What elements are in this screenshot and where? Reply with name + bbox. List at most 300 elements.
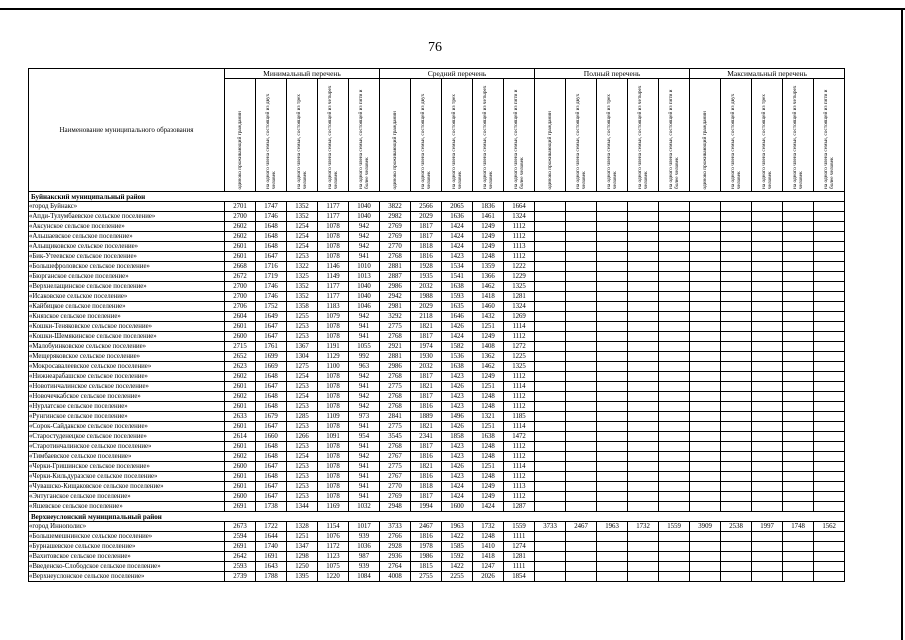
value-cell (814, 572, 845, 582)
value-cell (566, 342, 597, 352)
value-cell: 942 (349, 242, 380, 252)
value-cell (535, 302, 566, 312)
value-cell (814, 352, 845, 362)
municipality-name: «Альшаевское сельское поселение» (29, 232, 225, 242)
value-cell: 1078 (318, 422, 349, 432)
value-cell (659, 532, 690, 542)
value-cell (783, 262, 814, 272)
value-cell (597, 412, 628, 422)
municipality-name: «Новотинчалинское сельское поселение» (29, 382, 225, 392)
value-cell: 1247 (473, 562, 504, 572)
value-cell: 2601 (225, 422, 256, 432)
municipality-name: «Большефроловское сельское поселение» (29, 262, 225, 272)
value-cell: 1534 (442, 262, 473, 272)
value-cell (690, 242, 721, 252)
value-cell (814, 492, 845, 502)
value-cell (814, 542, 845, 552)
value-cell: 1250 (287, 562, 318, 572)
value-cell (752, 542, 783, 552)
value-cell: 1817 (411, 442, 442, 452)
value-cell: 2623 (225, 362, 256, 372)
value-cell (535, 412, 566, 422)
value-cell (566, 532, 597, 542)
value-cell: 1746 (256, 292, 287, 302)
value-cell (597, 502, 628, 512)
table-row (29, 432, 845, 442)
value-cell: 1344 (287, 502, 318, 512)
value-cell (783, 452, 814, 462)
value-cell (721, 402, 752, 412)
value-cell: 2700 (225, 292, 256, 302)
value-cell: 2026 (473, 572, 504, 582)
value-cell: 1647 (256, 422, 287, 432)
value-cell: 1858 (442, 432, 473, 442)
value-cell (783, 242, 814, 252)
value-cell: 1423 (442, 252, 473, 262)
value-cell: 1281 (504, 292, 535, 302)
value-cell (752, 552, 783, 562)
value-cell: 954 (349, 432, 380, 442)
value-cell (628, 292, 659, 302)
value-cell (597, 202, 628, 212)
value-cell: 941 (349, 472, 380, 482)
value-cell: 1254 (287, 372, 318, 382)
value-cell (659, 372, 690, 382)
table-row (29, 292, 845, 302)
value-cell (597, 482, 628, 492)
value-cell: 1788 (256, 572, 287, 582)
page-number: 76 (428, 40, 442, 55)
value-cell: 1285 (287, 412, 318, 422)
value-cell: 939 (349, 532, 380, 542)
value-cell (566, 282, 597, 292)
value-cell: 2775 (380, 382, 411, 392)
value-cell (721, 212, 752, 222)
data-table (28, 68, 845, 582)
value-cell (566, 452, 597, 462)
subcolumn-header-label: одиноко проживающий гражданин (237, 110, 243, 189)
value-cell: 2770 (380, 482, 411, 492)
value-cell: 1169 (318, 502, 349, 512)
value-cell (535, 492, 566, 502)
value-cell: 1691 (256, 552, 287, 562)
value-cell (721, 412, 752, 422)
value-cell (814, 322, 845, 332)
value-cell: 1076 (318, 532, 349, 542)
value-cell (814, 452, 845, 462)
value-cell (659, 552, 690, 562)
value-cell (752, 392, 783, 402)
value-cell: 1366 (473, 272, 504, 282)
value-cell (721, 562, 752, 572)
value-cell (628, 352, 659, 362)
value-cell (721, 202, 752, 212)
value-cell (628, 562, 659, 572)
value-cell: 2775 (380, 322, 411, 332)
table-row (29, 282, 845, 292)
value-cell (721, 492, 752, 502)
value-cell (628, 312, 659, 322)
value-cell: 2700 (225, 212, 256, 222)
subcolumn-header (380, 79, 411, 192)
value-cell (597, 262, 628, 272)
value-cell: 1078 (318, 482, 349, 492)
value-cell (752, 262, 783, 272)
value-cell: 1324 (504, 212, 535, 222)
value-cell (814, 282, 845, 292)
value-cell: 1078 (318, 232, 349, 242)
value-cell (690, 432, 721, 442)
value-cell: 1253 (287, 382, 318, 392)
value-cell (721, 322, 752, 332)
value-cell: 942 (349, 222, 380, 232)
value-cell: 1638 (442, 282, 473, 292)
value-cell: 1177 (318, 282, 349, 292)
value-cell: 1664 (504, 202, 535, 212)
municipality-name: «Новочечкабское сельское поселение» (29, 392, 225, 402)
value-cell (783, 332, 814, 342)
value-cell (752, 222, 783, 232)
subcolumn-header (814, 79, 845, 192)
value-cell (566, 292, 597, 302)
value-cell: 1592 (442, 552, 473, 562)
value-cell: 2768 (380, 252, 411, 262)
value-cell: 2118 (411, 312, 442, 322)
value-cell (535, 232, 566, 242)
subcolumn-header-label: на одного члена семьи, состоящей из четырех человек (482, 85, 495, 189)
value-cell (659, 222, 690, 232)
value-cell (597, 532, 628, 542)
value-cell (659, 242, 690, 252)
value-cell (566, 442, 597, 452)
value-cell: 2594 (225, 532, 256, 542)
value-cell: 1815 (411, 562, 442, 572)
value-cell: 1325 (504, 362, 535, 372)
value-cell (659, 452, 690, 462)
value-cell (566, 362, 597, 372)
value-cell: 1017 (349, 522, 380, 532)
value-cell: 1114 (504, 322, 535, 332)
value-cell: 1078 (318, 472, 349, 482)
value-cell: 2768 (380, 372, 411, 382)
value-cell: 1359 (473, 262, 504, 272)
value-cell: 1889 (411, 412, 442, 422)
value-cell (566, 502, 597, 512)
value-cell: 1352 (287, 202, 318, 212)
value-cell: 1149 (318, 272, 349, 282)
value-cell (597, 472, 628, 482)
value-cell (597, 342, 628, 352)
municipality-name: «Мокросавалеевское сельское поселение» (29, 362, 225, 372)
value-cell: 1322 (287, 262, 318, 272)
value-cell (659, 262, 690, 272)
value-cell: 1647 (256, 332, 287, 342)
value-cell (659, 422, 690, 432)
value-cell (721, 472, 752, 482)
value-cell: 1253 (287, 472, 318, 482)
value-cell (659, 292, 690, 302)
value-cell (628, 302, 659, 312)
group-header: Максимальный перечень (690, 69, 845, 79)
group-header: Минимальный перечень (225, 69, 380, 79)
table-row (29, 562, 845, 572)
value-cell (690, 252, 721, 262)
value-cell (783, 482, 814, 492)
value-cell (783, 502, 814, 512)
value-cell: 1078 (318, 322, 349, 332)
value-cell: 2672 (225, 272, 256, 282)
value-cell (566, 302, 597, 312)
table-row (29, 402, 845, 412)
municipality-name: «Кошки-Теняковское сельское поселение» (29, 322, 225, 332)
value-cell (566, 332, 597, 342)
value-cell (597, 322, 628, 332)
value-cell: 1986 (411, 552, 442, 562)
value-cell (814, 442, 845, 452)
value-cell: 1648 (256, 442, 287, 452)
value-cell: 2652 (225, 352, 256, 362)
value-cell: 941 (349, 482, 380, 492)
value-cell (783, 462, 814, 472)
subcolumn-header (473, 79, 504, 192)
value-cell (597, 462, 628, 472)
subcolumn-header (504, 79, 535, 192)
value-cell (566, 432, 597, 442)
table-row (29, 392, 845, 402)
value-cell (628, 272, 659, 282)
value-cell: 1635 (442, 302, 473, 312)
value-cell: 2769 (380, 222, 411, 232)
value-cell (535, 462, 566, 472)
value-cell (690, 202, 721, 212)
value-cell (783, 382, 814, 392)
value-cell (535, 562, 566, 572)
value-cell: 1254 (287, 232, 318, 242)
value-cell: 2986 (380, 282, 411, 292)
value-cell: 2604 (225, 312, 256, 322)
value-cell: 1423 (442, 372, 473, 382)
value-cell (566, 242, 597, 252)
table-row (29, 452, 845, 462)
value-cell: 1460 (473, 302, 504, 312)
value-cell (752, 362, 783, 372)
value-cell: 2764 (380, 562, 411, 572)
value-cell: 1648 (256, 232, 287, 242)
value-cell: 2767 (380, 472, 411, 482)
value-cell: 1746 (256, 282, 287, 292)
value-cell (566, 542, 597, 552)
value-cell: 1254 (287, 222, 318, 232)
value-cell: 1251 (287, 532, 318, 542)
value-cell: 1248 (473, 392, 504, 402)
value-cell (628, 282, 659, 292)
value-cell: 2921 (380, 342, 411, 352)
value-cell (659, 502, 690, 512)
value-cell (535, 292, 566, 302)
subcolumn-header-label: одиноко проживающий гражданин (702, 110, 709, 189)
value-cell (597, 232, 628, 242)
table-header (29, 69, 845, 192)
value-cell (597, 562, 628, 572)
value-cell: 1935 (411, 272, 442, 282)
value-cell (566, 352, 597, 362)
value-cell (535, 392, 566, 402)
value-cell: 1638 (442, 362, 473, 372)
value-cell: 1418 (473, 552, 504, 562)
subcolumn-header (721, 79, 752, 192)
municipality-name: «Бюрганское сельское поселение» (29, 272, 225, 282)
value-cell: 1249 (473, 332, 504, 342)
value-cell: 1040 (349, 212, 380, 222)
value-cell: 1040 (349, 282, 380, 292)
value-cell (783, 542, 814, 552)
value-cell: 3292 (380, 312, 411, 322)
subcolumn-header (442, 79, 473, 192)
municipality-name: «Аксунское сельское поселение» (29, 222, 225, 232)
value-cell: 2065 (442, 202, 473, 212)
value-cell: 1679 (256, 412, 287, 422)
value-cell (566, 472, 597, 482)
subcolumn-header-label: одиноко проживающий гражданин (392, 110, 399, 189)
table-row (29, 572, 845, 582)
value-cell: 1644 (256, 532, 287, 542)
value-cell (814, 212, 845, 222)
value-cell: 1321 (473, 412, 504, 422)
value-cell: 2538 (721, 522, 752, 532)
value-cell (628, 442, 659, 452)
value-cell: 1462 (473, 362, 504, 372)
value-cell (783, 552, 814, 562)
value-cell: 973 (349, 412, 380, 422)
subcolumn-header-label: на одного члена семьи, состоящей из четырех человек (327, 85, 339, 189)
table-row (29, 382, 845, 392)
value-cell: 1362 (473, 352, 504, 362)
group-header-row (29, 69, 845, 79)
value-cell: 1325 (504, 282, 535, 292)
value-cell: 1078 (318, 442, 349, 452)
value-cell: 2467 (411, 522, 442, 532)
value-cell (752, 482, 783, 492)
municipality-name: «Сорок-Сайдакское сельское поселение» (29, 422, 225, 432)
value-cell (783, 202, 814, 212)
value-cell: 1648 (256, 392, 287, 402)
municipality-name: «Старотинчалинское сельское поселение» (29, 442, 225, 452)
value-cell: 2673 (225, 522, 256, 532)
value-cell (690, 322, 721, 332)
value-cell (535, 212, 566, 222)
value-cell: 2601 (225, 442, 256, 452)
value-cell (752, 572, 783, 582)
value-cell (628, 502, 659, 512)
value-cell (628, 212, 659, 222)
table-row (29, 262, 845, 272)
value-cell (535, 402, 566, 412)
value-cell (752, 202, 783, 212)
value-cell: 2768 (380, 402, 411, 412)
subcolumn-header (690, 79, 721, 192)
value-cell (628, 482, 659, 492)
table-row (29, 352, 845, 362)
subcolumn-header-label: на одного члена семьи, состоящей из пяти и более человек (668, 89, 681, 189)
value-cell: 2770 (380, 242, 411, 252)
value-cell: 1253 (287, 322, 318, 332)
value-cell: 1817 (411, 232, 442, 242)
value-cell: 2601 (225, 322, 256, 332)
municipality-name: «Большемешнинское сельское поселение» (29, 532, 225, 542)
value-cell: 1112 (504, 372, 535, 382)
value-cell (814, 552, 845, 562)
subcolumn-header (225, 79, 256, 192)
value-cell: 1424 (442, 482, 473, 492)
value-cell (659, 252, 690, 262)
value-cell (597, 242, 628, 252)
value-cell: 2602 (225, 452, 256, 462)
value-cell: 2769 (380, 232, 411, 242)
value-cell: 1304 (287, 352, 318, 362)
municipality-name: «Черки-Гришинское сельское поселение» (29, 462, 225, 472)
value-cell: 2601 (225, 382, 256, 392)
subcolumn-header-label: на одного члена семьи, состоящей из трех человек (451, 94, 464, 189)
value-cell: 941 (349, 422, 380, 432)
value-cell: 2032 (411, 362, 442, 372)
value-cell: 2691 (225, 502, 256, 512)
value-cell (783, 472, 814, 482)
value-cell: 1648 (256, 242, 287, 252)
value-cell: 1647 (256, 482, 287, 492)
value-cell: 1078 (318, 392, 349, 402)
value-cell (690, 392, 721, 402)
value-cell (628, 462, 659, 472)
value-cell (814, 332, 845, 342)
table-row (29, 312, 845, 322)
value-cell (566, 392, 597, 402)
value-cell (752, 472, 783, 482)
value-cell: 1352 (287, 282, 318, 292)
section-title: Буйнакский муниципальный район (29, 192, 845, 202)
value-cell (752, 412, 783, 422)
value-cell (597, 372, 628, 382)
value-cell: 1593 (442, 292, 473, 302)
value-cell (814, 532, 845, 542)
value-cell: 1472 (504, 432, 535, 442)
value-cell (721, 382, 752, 392)
value-cell: 1585 (442, 542, 473, 552)
table-row (29, 272, 845, 282)
value-cell (566, 482, 597, 492)
value-cell: 1249 (473, 372, 504, 382)
value-cell (535, 502, 566, 512)
value-cell (535, 312, 566, 322)
value-cell: 1253 (287, 492, 318, 502)
value-cell: 1084 (349, 572, 380, 582)
value-cell: 1129 (318, 352, 349, 362)
value-cell (628, 252, 659, 262)
value-cell: 1422 (442, 562, 473, 572)
value-cell: 2593 (225, 562, 256, 572)
value-cell (690, 332, 721, 342)
value-cell: 2986 (380, 362, 411, 372)
value-cell: 1752 (256, 302, 287, 312)
value-cell (783, 342, 814, 352)
value-cell (628, 532, 659, 542)
subcolumn-header-label: на одного члена семьи, состоящей из двух человек (730, 93, 743, 189)
value-cell: 1112 (504, 442, 535, 452)
value-cell (690, 222, 721, 232)
value-cell: 1112 (504, 492, 535, 502)
value-cell (597, 382, 628, 392)
value-cell: 1660 (256, 432, 287, 442)
value-cell: 2700 (225, 282, 256, 292)
